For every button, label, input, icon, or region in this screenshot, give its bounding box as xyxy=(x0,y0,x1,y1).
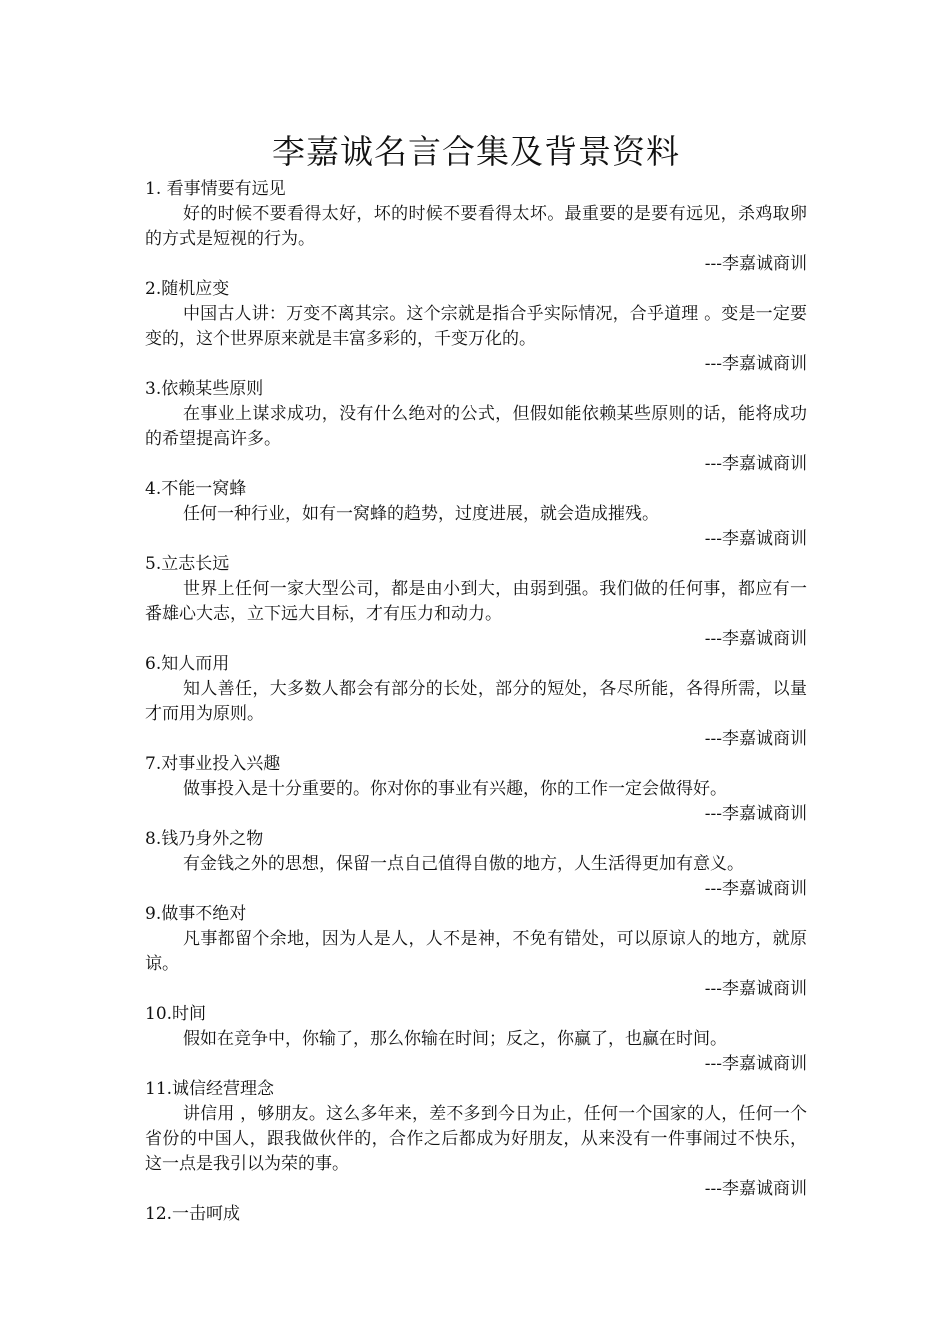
quote-entry xyxy=(145,1002,807,1077)
entry-heading: 6.知人而用 xyxy=(145,654,230,674)
entry-body: 任何一种行业，如有一窝蜂的趋势，过度进展，就会造成摧残。 xyxy=(183,504,659,524)
entry-attribution: ---李嘉诚商训 xyxy=(704,529,807,549)
entry-body: 知人善任，大多数人都会有部分的长处，部分的短处，各尽所能，各得所需，以量才而用为原则。 xyxy=(145,679,807,724)
entry-heading: 10.时间 xyxy=(145,1004,207,1024)
entry-body: 凡事都留个余地，因为人是人，人不是神，不免有错处，可以原谅人的地方，就原谅。 xyxy=(145,929,807,974)
entry-heading: 9.做事不绝对 xyxy=(145,904,247,924)
quote-entry xyxy=(145,1202,807,1227)
quote-entry xyxy=(145,902,807,1002)
document-page xyxy=(145,128,807,1227)
entry-heading: 12.一击呵成 xyxy=(145,1204,241,1224)
entry-heading: 1. 看事情要有远见 xyxy=(145,179,286,199)
entry-heading: 8.钱乃身外之物 xyxy=(145,829,264,849)
entry-attribution: ---李嘉诚商训 xyxy=(704,1179,807,1199)
quote-entry xyxy=(145,177,807,277)
quote-entry xyxy=(145,377,807,477)
quote-entry xyxy=(145,752,807,827)
entry-attribution: ---李嘉诚商训 xyxy=(704,354,807,374)
entry-attribution: ---李嘉诚商训 xyxy=(704,629,807,649)
quote-entry xyxy=(145,652,807,752)
entry-attribution: ---李嘉诚商训 xyxy=(704,454,807,474)
quote-entry xyxy=(145,827,807,902)
entry-attribution: ---李嘉诚商训 xyxy=(704,979,807,999)
entry-body: 有金钱之外的思想，保留一点自己值得自傲的地方，人生活得更加有意义。 xyxy=(183,854,744,874)
entry-body: 好的时候不要看得太好，坏的时候不要看得太坏。最重要的是要有远见，杀鸡取卵的方式是短视的行为。 xyxy=(145,204,807,249)
entry-attribution: ---李嘉诚商训 xyxy=(704,1054,807,1074)
entry-heading: 4.不能一窝蜂 xyxy=(145,479,247,499)
quote-entry xyxy=(145,552,807,652)
entry-heading: 11.诚信经营理念 xyxy=(145,1079,275,1099)
entry-body: 讲信用 ，够朋友。这么多年来，差不多到今日为止，任何一个国家的人，任何一个省份的中国人，跟我做伙伴的，合作之后都成为好朋友，从来没有一件事闹过不快乐，这一点是我引以为荣的事。 xyxy=(145,1104,807,1174)
entry-attribution: ---李嘉诚商训 xyxy=(704,879,807,899)
document-title: 李嘉诚名言合集及背景资料 xyxy=(272,132,680,171)
quote-entry xyxy=(145,277,807,377)
entry-heading: 7.对事业投入兴趣 xyxy=(145,754,281,774)
entry-body: 在事业上谋求成功，没有什么绝对的公式，但假如能依赖某些原则的话，能将成功的希望提高许多。 xyxy=(145,404,807,449)
entry-body: 中国古人讲：万变不离其宗。这个宗就是指合乎实际情况，合乎道理 。变是一定要变的，这个世界原来就是丰富多彩的，千变万化的。 xyxy=(145,304,807,349)
entry-attribution: ---李嘉诚商训 xyxy=(704,254,807,274)
entry-heading: 5.立志长远 xyxy=(145,554,230,574)
quote-entry xyxy=(145,1077,807,1202)
entry-attribution: ---李嘉诚商训 xyxy=(704,729,807,749)
entry-body: 世界上任何一家大型公司，都是由小到大，由弱到强。我们做的任何事，都应有一番雄心大志，立下远大目标，才有压力和动力。 xyxy=(145,579,807,624)
entry-body: 假如在竞争中，你输了，那么你输在时间；反之，你赢了，也赢在时间。 xyxy=(183,1029,727,1049)
quote-entry xyxy=(145,477,807,552)
entry-heading: 3.依赖某些原则 xyxy=(145,379,264,399)
entry-attribution: ---李嘉诚商训 xyxy=(704,804,807,824)
entry-heading: 2.随机应变 xyxy=(145,279,230,299)
entry-body: 做事投入是十分重要的。你对你的事业有兴趣，你的工作一定会做得好。 xyxy=(183,779,727,799)
